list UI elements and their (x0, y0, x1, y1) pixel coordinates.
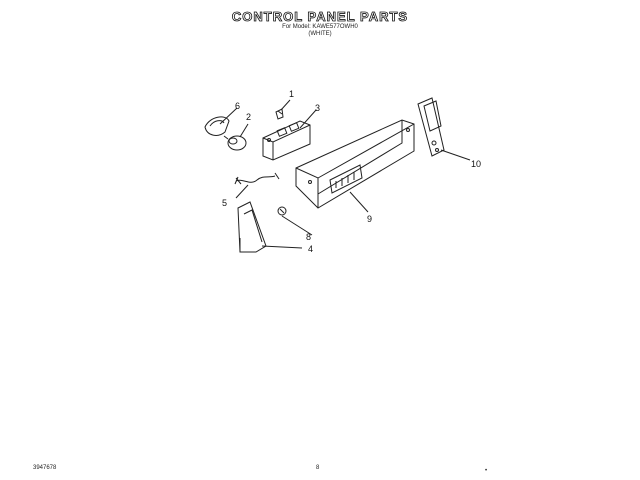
part-9-console-panel (296, 120, 414, 208)
part-1-screw (276, 109, 283, 119)
callout-9: 9 (367, 214, 373, 224)
part-2-knob (224, 136, 246, 150)
page-title: CONTROL PANEL PARTS (231, 9, 409, 24)
page-number: 8 (316, 465, 320, 471)
model-line: For Model: KAWE577OWH0 (282, 24, 358, 30)
part-4-end-cap-left (238, 202, 266, 252)
footer-mark: • (485, 468, 488, 474)
part-5-wire-harness (235, 173, 279, 184)
color-line: (WHITE) (308, 31, 332, 37)
callout-3: 3 (315, 103, 321, 113)
callout-6: 6 (235, 101, 241, 111)
callout-2: 2 (246, 112, 252, 122)
callout-8: 8 (306, 232, 312, 242)
part-8-screw (278, 207, 286, 215)
callout-1: 1 (289, 89, 295, 99)
callout-5: 5 (222, 198, 228, 208)
callout-10: 10 (471, 159, 482, 169)
callout-4: 4 (308, 244, 314, 254)
part-10-end-cap-right (418, 98, 444, 156)
part-3-control-switch (263, 121, 310, 160)
document-number: 3947678 (33, 465, 57, 471)
part-6-knob-skirt (205, 117, 229, 136)
